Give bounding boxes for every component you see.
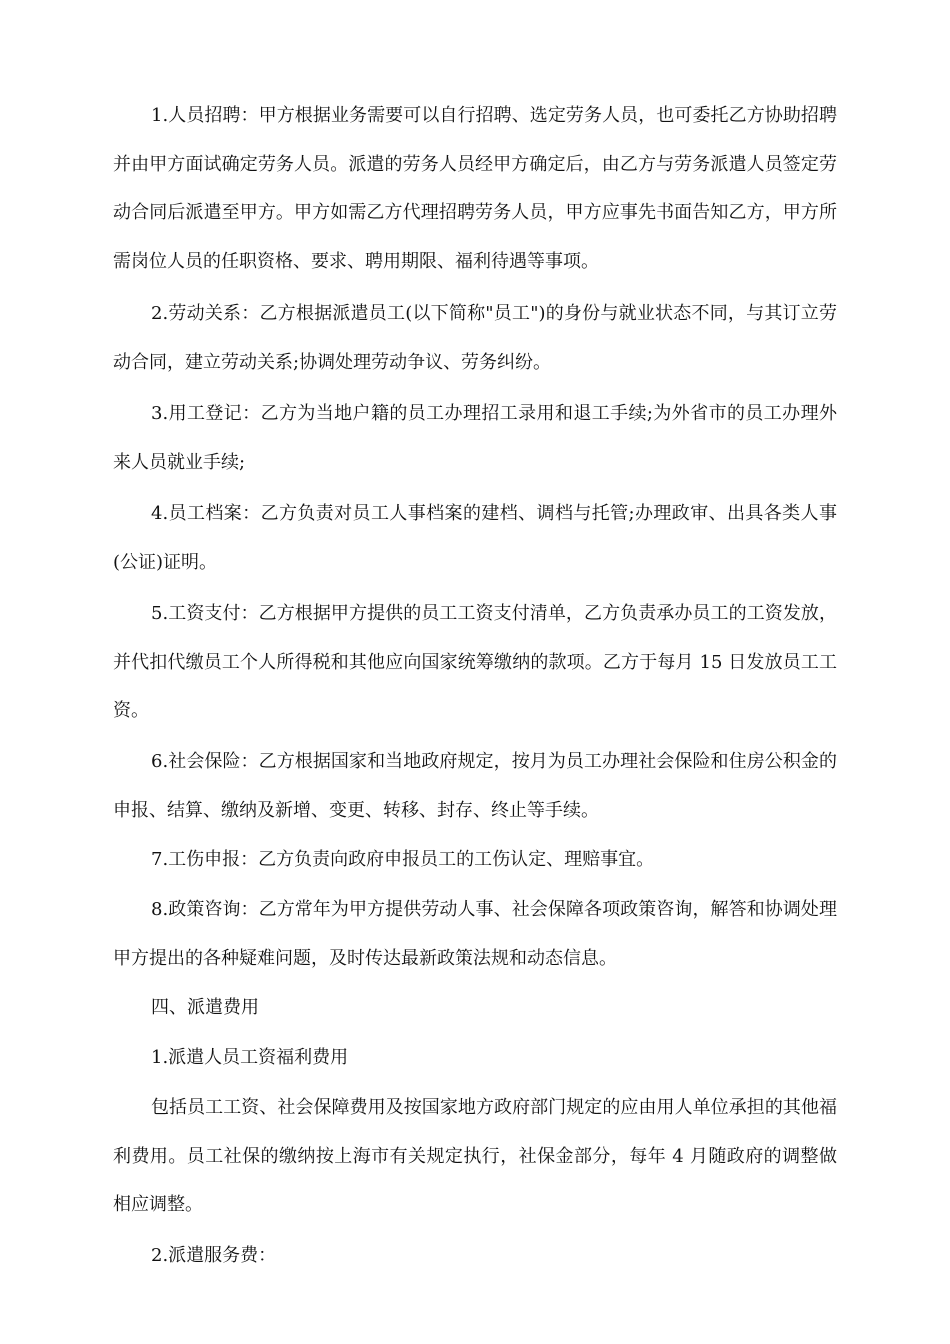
subheading-service-fee: 2.派遣服务费： xyxy=(151,1245,277,1266)
clause-employment-registration: 3.用工登记：乙方为当地户籍的员工办理招工录用和退工手续;为外省市的员工办理外来人员就业手续; xyxy=(113,403,837,473)
clause-labor-relations: 2.劳动关系：乙方根据派遣员工(以下简称"员工")的身份与就业状态不同，与其订立劳动合同，建立劳动关系;协调处理劳动争议、劳务纠纷。 xyxy=(113,303,837,373)
clause-recruitment: 1.人员招聘：甲方根据业务需要可以自行招聘、选定劳务人员，也可委托乙方协助招聘并由甲方面试确定劳务人员。派遣的劳务人员经甲方确定后，由乙方与劳务派遣人员签定劳动合同后派遣至甲方。甲方如需乙方代理招聘劳务人员，甲方应事先书面告知乙方，甲方所需岗位人员的任职资格、要求、聘用期限、福利待遇等事项。 xyxy=(113,105,837,272)
section-heading-dispatch-fees: 四、派遣费用 xyxy=(151,997,259,1018)
clause-wage-payment: 5.工资支付：乙方根据甲方提供的员工工资支付清单，乙方负责承办员工的工资发放，并代扣代缴员工个人所得税和其他应向国家统筹缴纳的款项。乙方于每月 15 日发放员工工资。 xyxy=(113,603,837,722)
subheading-wage-benefit-fees: 1.派遣人员工资福利费用 xyxy=(151,1047,349,1068)
clause-policy-consulting: 8.政策咨询：乙方常年为甲方提供劳动人事、社会保障各项政策咨询，解答和协调处理甲方提出的各种疑难问题，及时传达最新政策法规和动态信息。 xyxy=(113,899,837,969)
clause-social-insurance: 6.社会保险：乙方根据国家和当地政府规定，按月为员工办理社会保险和住房公积金的申报、结算、缴纳及新增、变更、转移、封存、终止等手续。 xyxy=(113,751,837,821)
paragraph-wage-benefit-details: 包括员工工资、社会保障费用及按国家地方政府部门规定的应由用人单位承担的其他福利费用。员工社保的缴纳按上海市有关规定执行，社保金部分，每年 4 月随政府的调整做相应调整。 xyxy=(113,1097,837,1216)
clause-work-injury: 7.工伤申报：乙方负责向政府申报员工的工伤认定、理赔事宜。 xyxy=(151,849,655,870)
clause-employee-files: 4.员工档案：乙方负责对员工人事档案的建档、调档与托管;办理政审、出具各类人事(公证)证明。 xyxy=(113,503,837,573)
